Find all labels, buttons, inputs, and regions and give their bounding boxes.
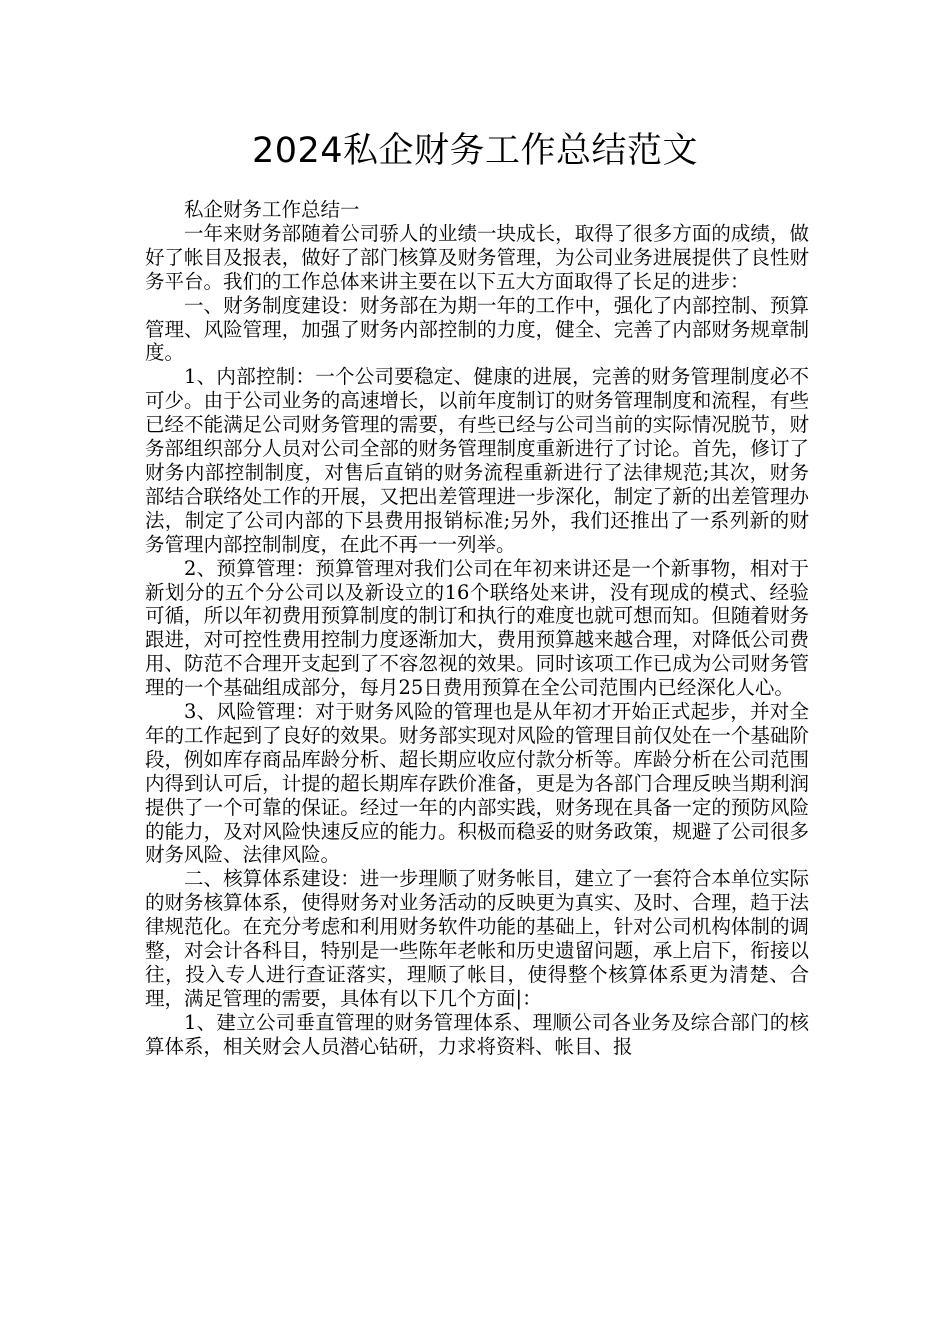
- paragraph: 一、财务制度建设：财务部在为期一年的工作中，强化了内部控制、预算管理、风险管理，加强了财务内部控制的力度，健全、完善了内部财务规章制度。: [145, 293, 809, 365]
- paragraph-heading: 私企财务工作总结一: [184, 198, 360, 221]
- paragraph: 3、风险管理：对于财务风险的管理也是从年初才开始正式起步，并对全年的工作起到了良好的效果。财务部实现对风险的管理目前仅处在一个基础阶段，例如库存商品库龄分析、超长期应收应付款分析等。库龄分析在公司范围内得到认可后，计提的超长期库存跌价准备，更是为各部门合理反映当期利润提供了一个可靠的保证。经过一年的内部实践，财务现在具备一定的预防风险的能力，及对风险快速反应的能力。积极而稳妥的财务政策，规避了公司很多财务风险、法律风险。: [145, 700, 809, 867]
- paragraph: 2、预算管理：预算管理对我们公司在年初来讲还是一个新事物，相对于新划分的五个分公司以及新设立的16个联络处来讲，没有现成的模式、经验可循，所以年初费用预算制度的制订和执行的难度也就可想而知。但随着财务跟进，对可控性费用控制力度逐渐加大，费用预算越来越合理，对降低公司费用、防范不合理开支起到了不容忽视的效果。同时该项工作已成为公司财务管理的一个基础组成部分，每月25日费用预算在全公司范围内已经深化人心。: [145, 556, 809, 700]
- paragraph: 一年来财务部随着公司骄人的业绩一块成长，取得了很多方面的成绩，做好了帐目及报表，做好了部门核算及财务管理，为公司业务进展提供了良性财务平台。我们的工作总体来讲主要在以下五大方面取得了长足的进步：: [145, 221, 809, 293]
- paragraph: 1、建立公司垂直管理的财务管理体系、理顺公司各业务及综合部门的核算体系，相关财会人员潜心钻研，力求将资料、帐目、报: [145, 1010, 809, 1058]
- document-body: [145, 198, 809, 1059]
- paragraph: 1、内部控制：一个公司要稳定、健康的进展，完善的财务管理制度必不可少。由于公司业务的高速增长，以前年度制订的财务管理制度和流程，有些已经不能满足公司财务管理的需要，有些已经与公司当前的实际情况脱节，财务部组织部分人员对公司全部的财务管理制度重新进行了讨论。首先，修订了财务内部控制制度，对售后直销的财务流程重新进行了法律规范;其次，财务部结合联络处工作的开展，又把出差管理进一步深化，制定了新的出差管理办法，制定了公司内部的下县费用报销标准;另外，我们还推出了一系列新的财务管理内部控制制度，在此不再一一列举。: [145, 365, 809, 556]
- document-title: 2024私企财务工作总结范文: [251, 131, 699, 171]
- paragraph: 二、核算体系建设：进一步理顺了财务帐目，建立了一套符合本单位实际的财务核算体系，使得财务对业务活动的反映更为真实、及时、合理，趋于法律规范化。在充分考虑和利用财务软件功能的基础上，针对公司机构体制的调整，对会计各科目，特别是一些陈年老帐和历史遗留问题，承上启下，衔接以往，投入专人进行查证落实，理顺了帐目，使得整个核算体系更为清楚、合理，满足管理的需要，具体有以下几个方面|：: [145, 867, 809, 1010]
